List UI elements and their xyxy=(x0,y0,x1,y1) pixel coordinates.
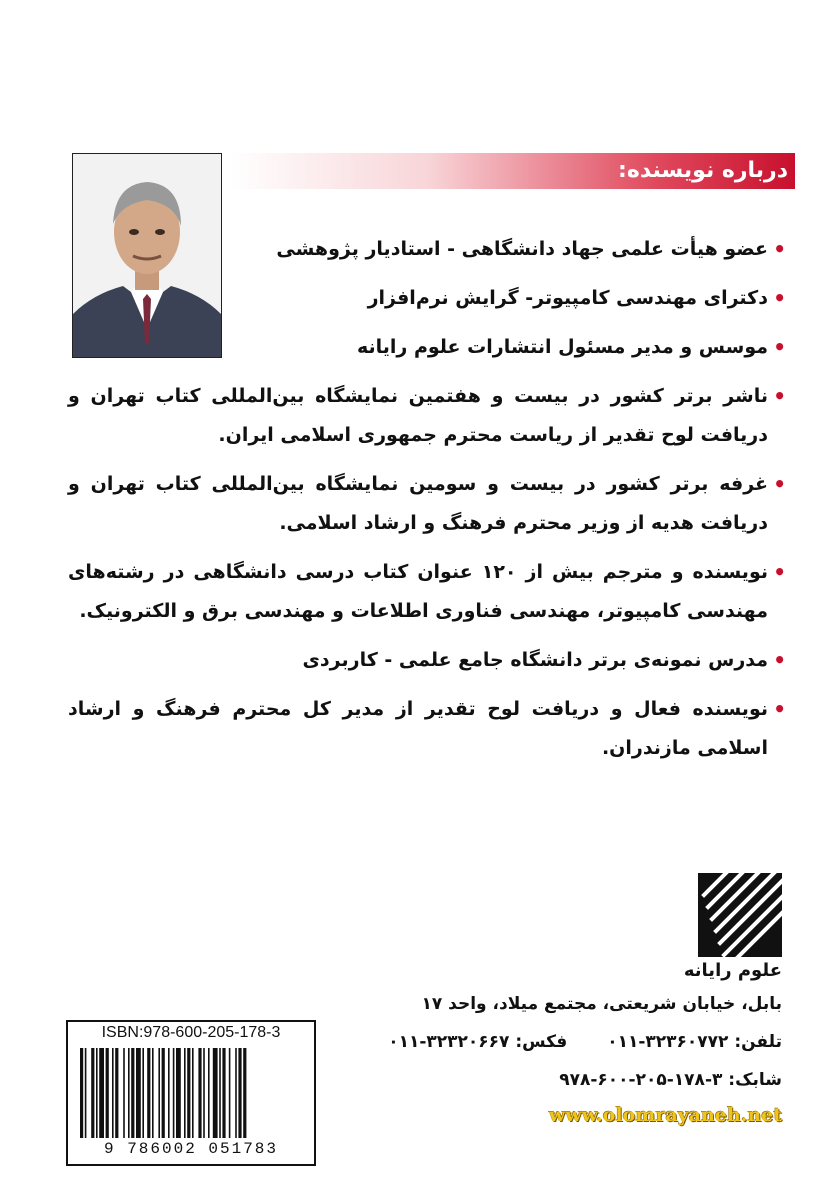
barcode-bar xyxy=(219,1048,221,1138)
bullet-icon: • xyxy=(773,472,786,496)
barcode-bar xyxy=(176,1048,181,1138)
barcode-bar xyxy=(184,1048,186,1138)
barcode-bar xyxy=(106,1048,109,1138)
bio-item-text: نویسنده فعال و دریافت لوح تقدیر از مدیر کل محترم فرهنگ و ارشاد اسلامی مازندران. xyxy=(68,698,768,759)
barcode-bar xyxy=(136,1048,141,1138)
publisher-address: بابل، خیابان شریعتی، مجتمع میلاد، واحد ۱۷ xyxy=(421,994,782,1014)
barcode-bar xyxy=(203,1048,205,1138)
bullet-icon: • xyxy=(773,560,786,584)
barcode-bar xyxy=(147,1048,150,1138)
fax-number: فکس: ۳۲۳۲۰۶۶۷-۰۱۱ xyxy=(388,1032,568,1052)
barcode-bar xyxy=(131,1048,134,1138)
about-author-title: درباره نویسنده: xyxy=(618,158,788,183)
bio-item xyxy=(68,377,788,455)
barcode-bar xyxy=(168,1048,170,1138)
barcode-bar xyxy=(162,1048,165,1138)
bullet-icon: • xyxy=(773,648,786,672)
author-bio-list xyxy=(68,230,788,778)
bio-item xyxy=(68,465,788,543)
barcode-bars xyxy=(76,1048,306,1138)
barcode-bar xyxy=(85,1048,87,1138)
barcode-bar xyxy=(115,1048,118,1138)
bio-item xyxy=(68,230,788,269)
contact-row xyxy=(388,1032,782,1052)
barcode-bar xyxy=(229,1048,231,1138)
bio-item-text: ناشر برتر کشور در بیست و هفتمین نمایشگاه بین‌المللی کتاب تهران و دریافت لوح تقدیر از ریاست محترم جمهوری اسلامی ایران. xyxy=(68,385,768,446)
isbn-persian: شابک: ۳-۱۷۸-۲۰۵-۶۰۰-۹۷۸ xyxy=(559,1070,782,1090)
website-link[interactable]: www.olomrayaneh.net xyxy=(548,1104,782,1126)
barcode-bar xyxy=(152,1048,154,1138)
barcode-bar xyxy=(80,1048,83,1138)
barcode-bar xyxy=(112,1048,114,1138)
bio-item-text: مدرس نمونه‌ی برتر دانشگاه جامع علمی - کاربردی xyxy=(302,649,768,671)
bio-item-text: غرفه برتر کشور در بیست و سومین نمایشگاه بین‌المللی کتاب تهران و دریافت هدیه از وزیر محترم فرهنگ و ارشاد اسلامی. xyxy=(68,473,768,534)
bullet-icon: • xyxy=(773,335,786,359)
bio-item-text: نویسنده و مترجم بیش از ۱۲۰ عنوان کتاب درسی دانشگاهی در رشته‌های مهندسی کامپیوتر، مهندسی فناوری اطلاعات و مهندسی برق و الکترونیک. xyxy=(68,561,768,622)
bullet-icon: • xyxy=(773,384,786,408)
barcode xyxy=(66,1020,316,1166)
barcode-bar xyxy=(235,1048,237,1138)
bio-item xyxy=(68,690,788,768)
barcode-bar xyxy=(192,1048,194,1138)
bio-item-text: عضو هیأت علمی جهاد دانشگاهی - استادیار پژوهشی xyxy=(276,238,768,260)
bio-item xyxy=(68,553,788,631)
barcode-bar xyxy=(158,1048,160,1138)
barcode-isbn-label: ISBN:978-600-205-178-3 xyxy=(101,1024,281,1041)
bullet-icon: • xyxy=(773,697,786,721)
barcode-bar xyxy=(91,1048,94,1138)
barcode-bar xyxy=(123,1048,125,1138)
barcode-bar xyxy=(173,1048,175,1138)
barcode-bar xyxy=(96,1048,98,1138)
barcode-bar xyxy=(238,1048,241,1138)
bullet-icon: • xyxy=(773,286,786,310)
bio-item-text: موسس و مدیر مسئول انتشارات علوم رایانه xyxy=(356,336,768,358)
barcode-bar xyxy=(198,1048,201,1138)
bio-item xyxy=(68,641,788,680)
barcode-bar xyxy=(128,1048,130,1138)
barcode-bar xyxy=(208,1048,210,1138)
bullet-icon: • xyxy=(773,237,786,261)
bio-item xyxy=(68,279,788,318)
barcode-bar xyxy=(213,1048,218,1138)
phone-number: تلفن: ۳۲۳۶۰۷۷۲-۰۱۱ xyxy=(607,1032,782,1052)
barcode-bar xyxy=(187,1048,190,1138)
barcode-bar xyxy=(99,1048,104,1138)
barcode-digits: 9 786002 051783 xyxy=(103,1140,279,1158)
barcode-bar xyxy=(142,1048,144,1138)
bio-item xyxy=(68,328,788,367)
publisher-logo-icon xyxy=(698,873,782,957)
publisher-name: علوم رایانه xyxy=(683,960,782,981)
barcode-bar xyxy=(222,1048,225,1138)
bio-item-text: دکترای مهندسی کامپیوتر- گرایش نرم‌افزار xyxy=(367,287,768,309)
barcode-bar xyxy=(243,1048,246,1138)
